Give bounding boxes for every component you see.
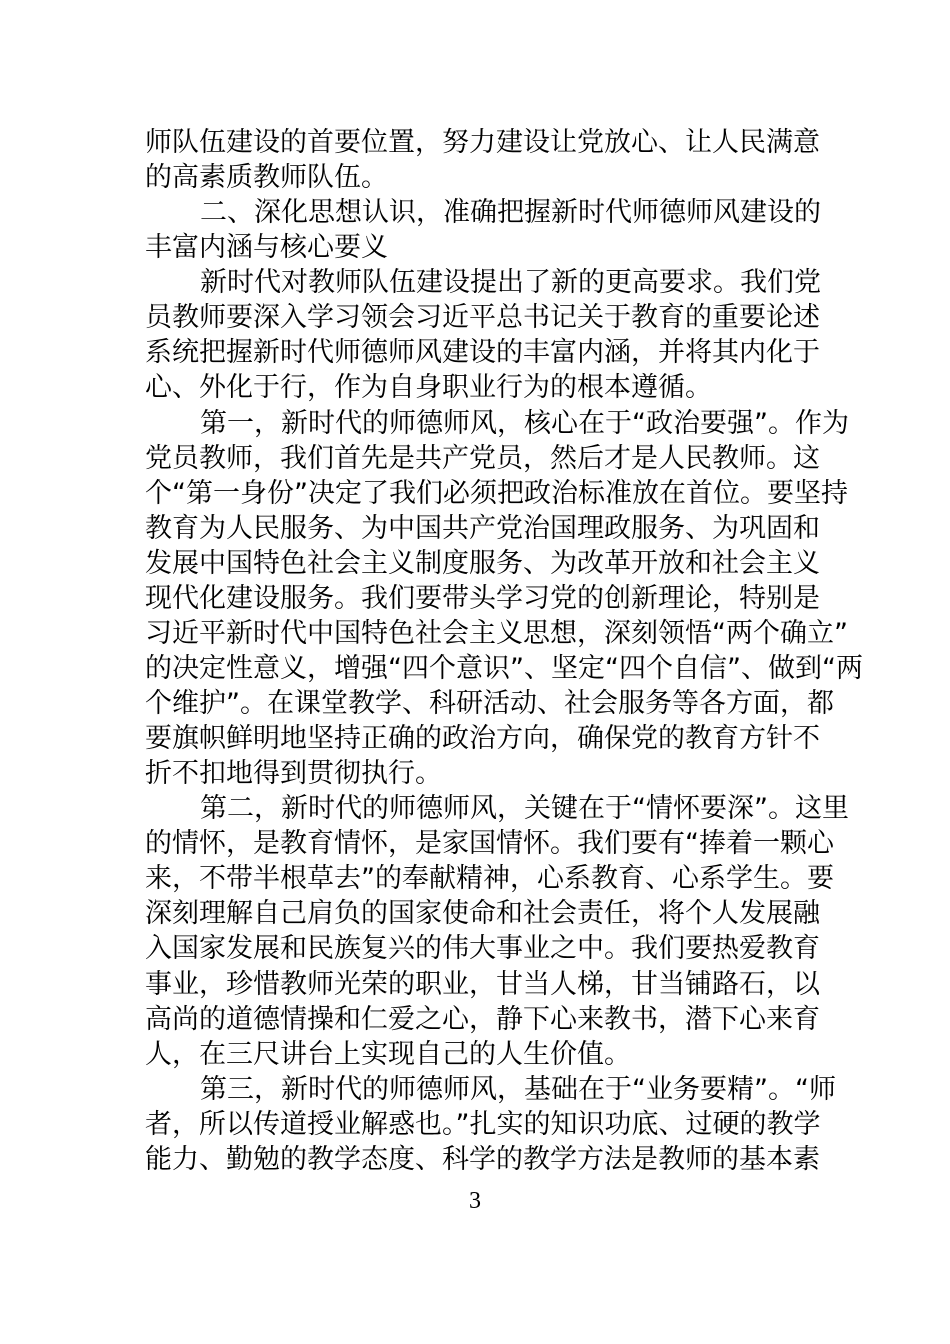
text-line: 高尚的道德情操和仁爱之心，静下心来教书，潜下心来育	[145, 1003, 820, 1035]
text-line: 系统把握新时代师德师风建设的丰富内涵，并将其内化于	[145, 337, 820, 369]
text-line: 第三，新时代的师德师风，基础在于“业务要精”。“师	[200, 1073, 836, 1105]
text-line: 发展中国特色社会主义制度服务、为改革开放和社会主义	[145, 547, 820, 579]
text-line: 事业，珍惜教师光荣的职业，甘当人梯，甘当铺路石，以	[145, 968, 820, 1000]
text-line: 现代化建设服务。我们要带头学习党的创新理论，特别是	[145, 582, 820, 614]
text-line: 深刻理解自己肩负的国家使命和社会责任，将个人发展融	[145, 898, 820, 930]
paragraph	[145, 406, 863, 792]
text-line: 者，所以传道授业解惑也。”扎实的知识功底、过硬的教学	[145, 1108, 821, 1140]
paragraph	[145, 791, 849, 1072]
text-line: 第二，新时代的师德师风，关键在于“情怀要深”。这里	[200, 793, 849, 825]
text-line: 个“第一身份”决定了我们必须把政治标准放在首位。要坚持	[145, 477, 848, 509]
text-line: 第一，新时代的师德师风，核心在于“政治要强”。作为	[200, 407, 849, 439]
text-line: 的情怀，是教育情怀，是家国情怀。我们要有“捧着一颗心	[145, 828, 834, 860]
text-line: 心、外化于行，作为自身职业行为的根本遵循。	[145, 372, 712, 404]
text-line: 二、深化思想认识，准确把握新时代师德师风建设的	[200, 197, 821, 229]
text-line: 新时代对教师队伍建设提出了新的更高要求。我们党	[200, 267, 821, 299]
paragraph	[145, 1072, 836, 1177]
text-line: 要旗帜鲜明地坚持正确的政治方向，确保党的教育方针不	[145, 723, 820, 755]
paragraph	[145, 265, 821, 405]
text-line: 个维护”。在课堂教学、科研活动、社会服务等各方面，都	[145, 688, 834, 719]
paragraph	[145, 195, 821, 265]
text-line: 教育为人民服务、为中国共产党治国理政服务、为巩固和	[145, 512, 820, 544]
text-line: 师队伍建设的首要位置，努力建设让党放心、让人民满意	[145, 127, 820, 158]
text-line: 党员教师，我们首先是共产党员，然后才是人民教师。这	[145, 442, 820, 474]
text-line: 的高素质教师队伍。	[145, 162, 388, 194]
text-line: 折不扣地得到贯彻执行。	[145, 758, 442, 790]
paragraph	[145, 125, 820, 195]
text-line: 习近平新时代中国特色社会主义思想，深刻领悟“两个确立”	[145, 617, 848, 649]
text-line: 丰富内涵与核心要义	[145, 232, 388, 264]
text-line: 员教师要深入学习领会习近平总书记关于教育的重要论述	[145, 302, 820, 334]
text-line: 的决定性意义，增强“四个意识”、坚定“四个自信”、做到“两	[145, 652, 863, 684]
text-line: 入国家发展和民族复兴的伟大事业之中。我们要热爱教育	[145, 933, 820, 965]
text-line: 来，不带半根草去”的奉献精神，心系教育、心系学生。要	[145, 863, 834, 895]
document-body	[145, 125, 863, 1177]
text-line: 人，在三尺讲台上实现自己的人生价值。	[145, 1038, 631, 1070]
text-line: 能力、勤勉的教学态度、科学的教学方法是教师的基本素	[145, 1143, 820, 1175]
page-number: 3	[469, 1188, 481, 1214]
